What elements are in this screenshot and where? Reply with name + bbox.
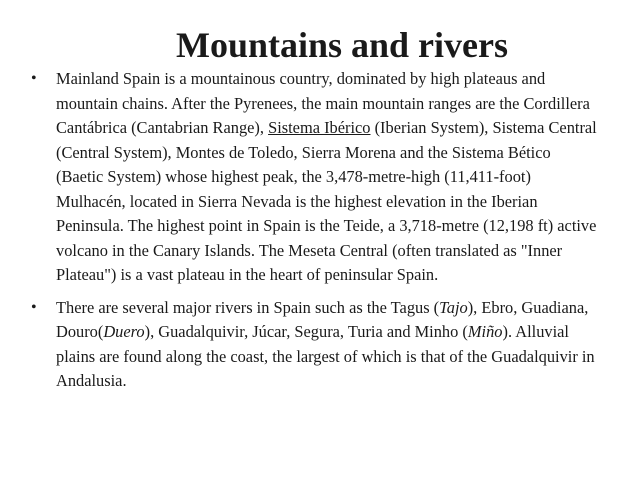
mino-italic: Miño (467, 322, 503, 341)
rivers-text-part1: There are several major rivers in Spain such as the Tagus ( (56, 297, 440, 317)
bullet-icon: • (31, 70, 37, 87)
tajo-italic: Tajo (439, 297, 468, 317)
bullet-icon: • (31, 298, 37, 316)
bullet-mountains (0, 67, 640, 288)
mountains-text-part1: Mainland Spain is a mountainous country, dominated by high plateaus and mountain chains. After the Pyrenees, the main mountain ranges are the Cordillera Cantábrica (Cantabrian Range), (56, 69, 590, 137)
slide-title: Mountains and rivers (175, 25, 509, 65)
rivers-text-part4: ). Alluvial plains are found along the coast, the largest of which is that of the Guadalquivir in Andalusia. (56, 322, 595, 390)
bullet-rivers (0, 296, 640, 394)
rivers-text-part2: ), Ebro, Guadiana, Douro( (56, 297, 589, 341)
rivers-text-part3: ), Guadalquivir, Júcar, Segura, Turia and Minho ( (144, 322, 468, 341)
mountains-text-part2: (Iberian System), Sistema Central (Central System), Montes de Toledo, Sierra Morena and the Sistema Bético (Baetic System) whose highest peak, the 3,478-metre-high (11,411-foot) Mulhacén, located in Sierra Nevada is the highest elevation in the Iberian Peninsula. The highest point in Spain is the Teide, a 3,718-metre (12,198 ft) active volcano in the Canary Islands. The Meseta Central (often translated as "Inner Plateau") is a vast plateau in the heart of peninsular Spain. (56, 118, 597, 284)
duero-italic: Duero (103, 322, 145, 341)
sistema-iberico-link[interactable]: Sistema Ibérico (268, 118, 371, 137)
bullet-list (0, 67, 640, 394)
